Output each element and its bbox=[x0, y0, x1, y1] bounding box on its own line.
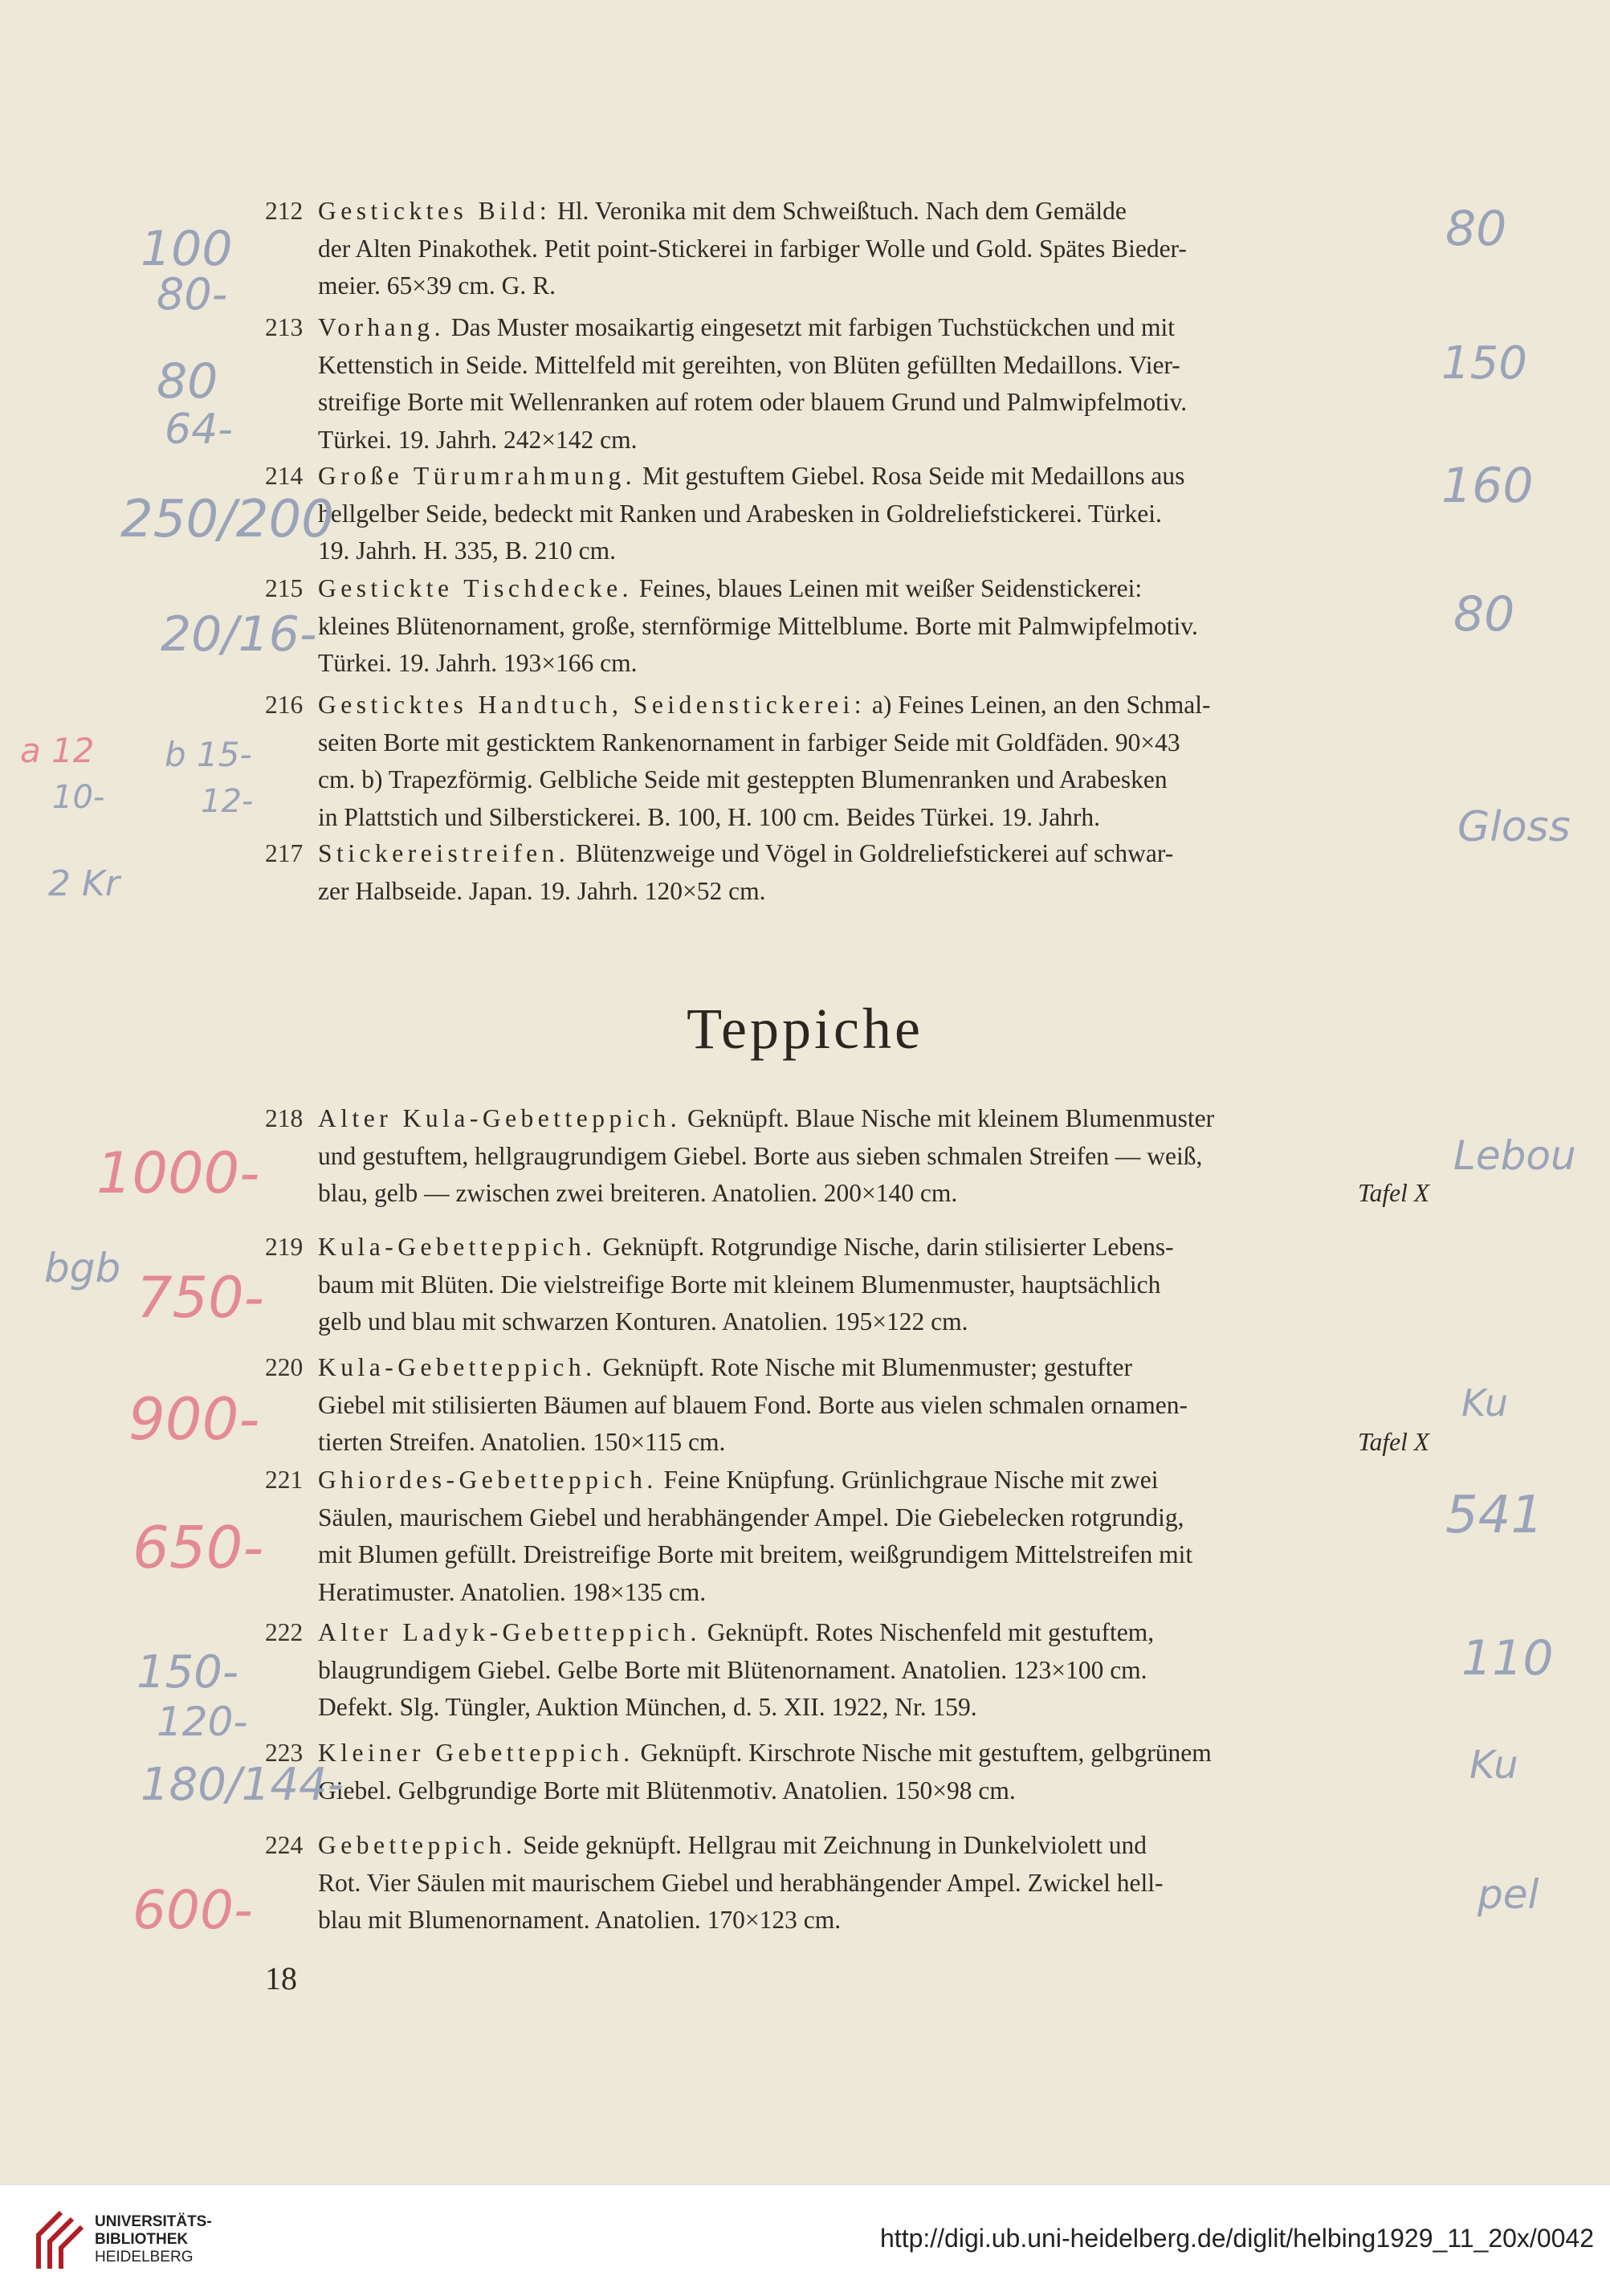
description-line bbox=[318, 230, 1429, 268]
lot-text: mit Blumen gefüllt. Dreistreifige Borte mit breitem, weißgrundigem Mittelstreifen mit bbox=[318, 1540, 1193, 1568]
lot-title: Kula-Gebetteppich. bbox=[318, 1353, 597, 1381]
plate-reference: Tafel X bbox=[1358, 1428, 1429, 1456]
lot-description bbox=[318, 193, 1429, 305]
annotation-220-right: Ku bbox=[1461, 1381, 1509, 1425]
page-url-link[interactable]: http://digi.ub.uni-heidelberg.de/diglit/helbing1929_11_20x/0042 bbox=[880, 2224, 1594, 2253]
lot-description bbox=[318, 309, 1429, 459]
annotation-213-right: 150 bbox=[1441, 337, 1527, 389]
annotation-213-estimate: 64- bbox=[165, 406, 233, 454]
lot-text: streifige Borte mit Wellenranken auf rotem oder blauem Grund und Palmwipfelmotiv. bbox=[318, 388, 1188, 416]
annotation-212-price: 100 bbox=[141, 221, 233, 277]
description-line bbox=[318, 835, 1429, 873]
description-line bbox=[318, 384, 1429, 422]
description-line bbox=[318, 1175, 1429, 1213]
lot-text: Geknüpft. Rotes Nischenfeld mit gestuftem, bbox=[700, 1618, 1155, 1646]
lot-text: gelb und blau mit schwarzen Konturen. Anatolien. 195×122 cm. bbox=[318, 1307, 968, 1336]
lot-number: 213 bbox=[265, 313, 304, 341]
annotation-220-price: 900- bbox=[128, 1385, 260, 1453]
annotation-216-b: b 15- bbox=[165, 735, 252, 774]
description-line bbox=[318, 1349, 1429, 1387]
annotation-219-pencil: bgb bbox=[44, 1245, 121, 1291]
annotation-223-right: Ku bbox=[1469, 1743, 1518, 1788]
lot-text: Säulen, maurischem Giebel und herabhängender Ampel. Die Giebelecken rotgrundig, bbox=[318, 1503, 1184, 1531]
lot-title: Große Türumrahmung. bbox=[318, 462, 637, 490]
catalog-entry bbox=[265, 1349, 1429, 1462]
lot-title: Vorhang. bbox=[318, 313, 446, 341]
catalog-entry bbox=[265, 309, 1429, 459]
plate-reference: Tafel X bbox=[1358, 1179, 1429, 1207]
lot-text: Geknüpft. Rotgrundige Nische, darin stilisierter Lebens- bbox=[596, 1233, 1174, 1261]
library-name-line2: BIBLIOTHEK bbox=[95, 2231, 189, 2248]
lot-text: blau mit Blumenornament. Anatolien. 170×123 cm. bbox=[318, 1906, 842, 1934]
lot-text: Feines, blaues Leinen mit weißer Seidenstickerei: bbox=[632, 574, 1143, 602]
lot-text: hellgelber Seide, bedeckt mit Ranken und Arabesken in Goldreliefstickerei. Türkei. bbox=[318, 499, 1162, 528]
lot-text: Giebel. Gelbgrundige Borte mit Blütenmotiv. Anatolien. 150×98 cm. bbox=[318, 1776, 1016, 1805]
lot-title: Stickereistreifen. bbox=[318, 839, 570, 867]
description-line bbox=[318, 1574, 1429, 1612]
lot-text: Türkei. 19. Jahrh. 242×142 cm. bbox=[318, 425, 638, 454]
lot-text: in Plattstich und Silberstickerei. B. 100, H. 100 cm. Beides Türkei. 19. Jahrh. bbox=[318, 802, 1101, 831]
description-line bbox=[318, 495, 1429, 533]
annotation-224-price: 600- bbox=[132, 1879, 253, 1941]
description-line bbox=[318, 1689, 1429, 1727]
lot-number: 219 bbox=[265, 1233, 304, 1261]
catalog-entry bbox=[265, 193, 1429, 305]
lot-text: Blütenzweige und Vögel in Goldreliefstickerei auf schwar- bbox=[569, 839, 1174, 867]
library-name-line3: HEIDELBERG bbox=[95, 2249, 194, 2265]
annotation-222-right: 110 bbox=[1461, 1630, 1554, 1686]
description-line bbox=[318, 1772, 1429, 1810]
catalog-entry bbox=[265, 835, 1429, 910]
lot-title: Alter Ladyk-Gebetteppich. bbox=[318, 1618, 701, 1646]
annotation-216-a: a 12 bbox=[20, 731, 95, 770]
lot-title: Gesticktes Handtuch, Seidenstickerei: bbox=[318, 691, 866, 719]
lot-title: Gesticktes Bild: bbox=[318, 197, 552, 225]
annotation-221-right: 541 bbox=[1445, 1486, 1544, 1545]
lot-description bbox=[318, 1735, 1429, 1809]
description-line bbox=[318, 570, 1429, 608]
lot-text: Defekt. Slg. Tüngler, Auktion München, d. 5. XII. 1922, Nr. 159. bbox=[318, 1693, 977, 1721]
lot-description bbox=[318, 458, 1429, 570]
description-line bbox=[318, 799, 1429, 837]
lot-number: 216 bbox=[265, 691, 304, 719]
lot-number: 214 bbox=[265, 462, 304, 490]
annotation-218-price: 1000- bbox=[96, 1140, 260, 1206]
description-line bbox=[318, 1865, 1429, 1902]
annotation-216-right: Gloss bbox=[1457, 803, 1571, 851]
description-line bbox=[318, 608, 1429, 646]
annotation-216-b-estimate: 12- bbox=[201, 783, 254, 820]
description-line bbox=[318, 1303, 1429, 1341]
catalog-entry bbox=[265, 458, 1429, 570]
description-line bbox=[318, 1536, 1429, 1574]
description-line bbox=[318, 309, 1429, 347]
annotation-218-right: Lebou bbox=[1453, 1132, 1576, 1179]
lot-title: Ghiordes-Gebetteppich. bbox=[318, 1466, 658, 1494]
lot-text: der Alten Pinakothek. Petit point-Stickerei in farbiger Wolle und Gold. Spätes Bieder- bbox=[318, 234, 1187, 263]
description-line bbox=[318, 1229, 1429, 1266]
lot-description bbox=[318, 1229, 1429, 1341]
lot-number: 220 bbox=[265, 1353, 304, 1381]
description-line bbox=[318, 267, 1429, 305]
lot-text: Geknüpft. Kirschrote Nische mit gestuftem, gelbgrünem bbox=[634, 1739, 1212, 1767]
annotation-216-a-estimate: 10- bbox=[52, 779, 105, 816]
lot-title: Kula-Gebetteppich. bbox=[318, 1233, 597, 1261]
lot-text: Feine Knüpfung. Grünlichgraue Nische mit zwei bbox=[657, 1466, 1159, 1494]
library-logo-icon bbox=[32, 2203, 88, 2275]
lot-title: Gestickte Tischdecke. bbox=[318, 574, 633, 602]
annotation-219-price: 750- bbox=[137, 1265, 264, 1331]
lot-number: 217 bbox=[265, 839, 304, 867]
description-line bbox=[318, 645, 1429, 683]
lot-text: Seide geknüpft. Hellgrau mit Zeichnung in Dunkelviolett und bbox=[516, 1831, 1147, 1859]
description-line bbox=[318, 1387, 1429, 1425]
annotation-222-estimate: 120- bbox=[157, 1699, 248, 1745]
lot-text: Geknüpft. Rote Nische mit Blumenmuster; gestufter bbox=[596, 1353, 1133, 1381]
annotation-217: 2 Kr bbox=[48, 863, 120, 904]
lot-text: seiten Borte mit gesticktem Rankenornament in farbiger Seide mit Goldfäden. 90×43 bbox=[318, 728, 1180, 756]
description-line bbox=[318, 1424, 1429, 1462]
lot-text: Das Muster mosaikartig eingesetzt mit farbigen Tuchstückchen und mit bbox=[445, 313, 1176, 341]
annotation-215-price: 20/16- bbox=[161, 606, 317, 663]
annotation-224-right: pel bbox=[1478, 1871, 1539, 1918]
lot-text: baum mit Blüten. Die vielstreifige Borte mit kleinem Blumenmuster, hauptsächlich bbox=[318, 1270, 1161, 1299]
description-line bbox=[318, 422, 1429, 459]
lot-text: meier. 65×39 cm. G. R. bbox=[318, 271, 556, 300]
annotation-212-estimate: 80- bbox=[157, 269, 228, 320]
annotation-222-price: 150- bbox=[137, 1646, 239, 1699]
lot-text: kleines Blütenornament, große, sternförmige Mittelblume. Borte mit Palmwipfelmotiv. bbox=[318, 611, 1198, 640]
annotation-212-right: 80 bbox=[1445, 201, 1507, 257]
lot-number: 215 bbox=[265, 574, 304, 602]
catalog-entry bbox=[265, 1462, 1429, 1611]
lot-text: und gestuftem, hellgraugrundigem Giebel. Borte aus sieben schmalen Streifen — weiß, bbox=[318, 1141, 1203, 1170]
description-line bbox=[318, 724, 1429, 762]
description-line bbox=[318, 873, 1429, 911]
description-line bbox=[318, 687, 1429, 724]
lot-number: 224 bbox=[265, 1831, 304, 1859]
annotation-214-price: 250/200 bbox=[120, 490, 334, 549]
annotation-223-price: 180/144- bbox=[141, 1759, 344, 1811]
lot-text: Heratimuster. Anatolien. 198×135 cm. bbox=[318, 1577, 707, 1606]
lot-text: Giebel mit stilisierten Bäumen auf blauem Fond. Borte aus vielen schmalen ornamen- bbox=[318, 1390, 1188, 1419]
annotation-221-price: 650- bbox=[132, 1514, 264, 1581]
lot-description bbox=[318, 835, 1429, 910]
description-line bbox=[318, 1735, 1429, 1772]
page-number: 18 bbox=[265, 1960, 297, 1996]
lot-text: Hl. Veronika mit dem Schweißtuch. Nach dem Gemälde bbox=[551, 197, 1127, 225]
lot-text: tierten Streifen. Anatolien. 150×115 cm. bbox=[318, 1428, 726, 1456]
lot-description bbox=[318, 1827, 1429, 1939]
lot-description bbox=[318, 1349, 1429, 1462]
digital-library-footer bbox=[0, 2184, 1610, 2296]
lot-number: 212 bbox=[265, 197, 304, 225]
lot-description bbox=[318, 687, 1429, 836]
annotation-214-right: 160 bbox=[1441, 458, 1534, 514]
lot-text: blau, gelb — zwischen zwei breiteren. Anatolien. 200×140 cm. bbox=[318, 1179, 958, 1207]
lot-description bbox=[318, 1462, 1429, 1611]
catalog-entry bbox=[265, 1827, 1429, 1939]
catalog-entry bbox=[265, 1229, 1429, 1341]
description-line bbox=[318, 1652, 1429, 1690]
catalog-entry bbox=[265, 687, 1429, 836]
catalog-entry bbox=[265, 1735, 1429, 1809]
description-line bbox=[318, 1100, 1429, 1138]
catalog-entry bbox=[265, 1100, 1429, 1213]
lot-text: blaugrundigem Giebel. Gelbe Borte mit Blütenornament. Anatolien. 123×100 cm. bbox=[318, 1655, 1147, 1684]
description-line bbox=[318, 347, 1429, 385]
annotation-215-right: 80 bbox=[1453, 586, 1515, 642]
lot-text: cm. b) Trapezförmig. Gelbliche Seide mit gesteppten Blumenranken und Arabesken bbox=[318, 765, 1168, 793]
lot-text: Türkei. 19. Jahrh. 193×166 cm. bbox=[318, 649, 638, 677]
lot-text: a) Feines Leinen, an den Schmal- bbox=[865, 691, 1211, 719]
lot-title: Gebetteppich. bbox=[318, 1831, 517, 1859]
lot-title: Alter Kula-Gebetteppich. bbox=[318, 1104, 682, 1132]
lot-number: 221 bbox=[265, 1466, 304, 1494]
library-name-line1: UNIVERSITÄTS- bbox=[95, 2213, 212, 2230]
lot-number: 222 bbox=[265, 1618, 304, 1646]
catalog-entry bbox=[265, 570, 1429, 683]
lot-description bbox=[318, 570, 1429, 683]
annotation-213-price: 80 bbox=[157, 353, 218, 410]
description-line bbox=[318, 1462, 1429, 1499]
description-line bbox=[318, 761, 1429, 799]
lot-text: Geknüpft. Blaue Nische mit kleinem Blumenmuster bbox=[681, 1104, 1215, 1132]
lot-number: 218 bbox=[265, 1104, 304, 1132]
description-line bbox=[318, 1266, 1429, 1304]
library-name bbox=[95, 2213, 212, 2266]
description-line bbox=[318, 1827, 1429, 1865]
lot-text: Mit gestuftem Giebel. Rosa Seide mit Medaillons aus bbox=[636, 462, 1185, 490]
description-line bbox=[318, 1614, 1429, 1652]
description-line bbox=[318, 1499, 1429, 1537]
lot-text: Kettenstich in Seide. Mittelfeld mit gereihten, von Blüten gefüllten Medaillons. Vier- bbox=[318, 350, 1180, 379]
lot-description bbox=[318, 1614, 1429, 1727]
description-line bbox=[318, 193, 1429, 230]
lot-text: zer Halbseide. Japan. 19. Jahrh. 120×52 cm. bbox=[318, 876, 766, 905]
description-line bbox=[318, 1902, 1429, 1939]
catalog-entry bbox=[265, 1614, 1429, 1727]
description-line bbox=[318, 1138, 1429, 1176]
lot-text: 19. Jahrh. H. 335, B. 210 cm. bbox=[318, 536, 616, 565]
section-heading: Teppiche bbox=[687, 997, 923, 1061]
lot-number: 223 bbox=[265, 1739, 304, 1767]
description-line bbox=[318, 458, 1429, 495]
lot-title: Kleiner Gebetteppich. bbox=[318, 1739, 634, 1767]
lot-description bbox=[318, 1100, 1429, 1213]
description-line bbox=[318, 532, 1429, 570]
lot-text: Rot. Vier Säulen mit maurischem Giebel und herabhängender Ampel. Zwickel hell- bbox=[318, 1868, 1164, 1897]
